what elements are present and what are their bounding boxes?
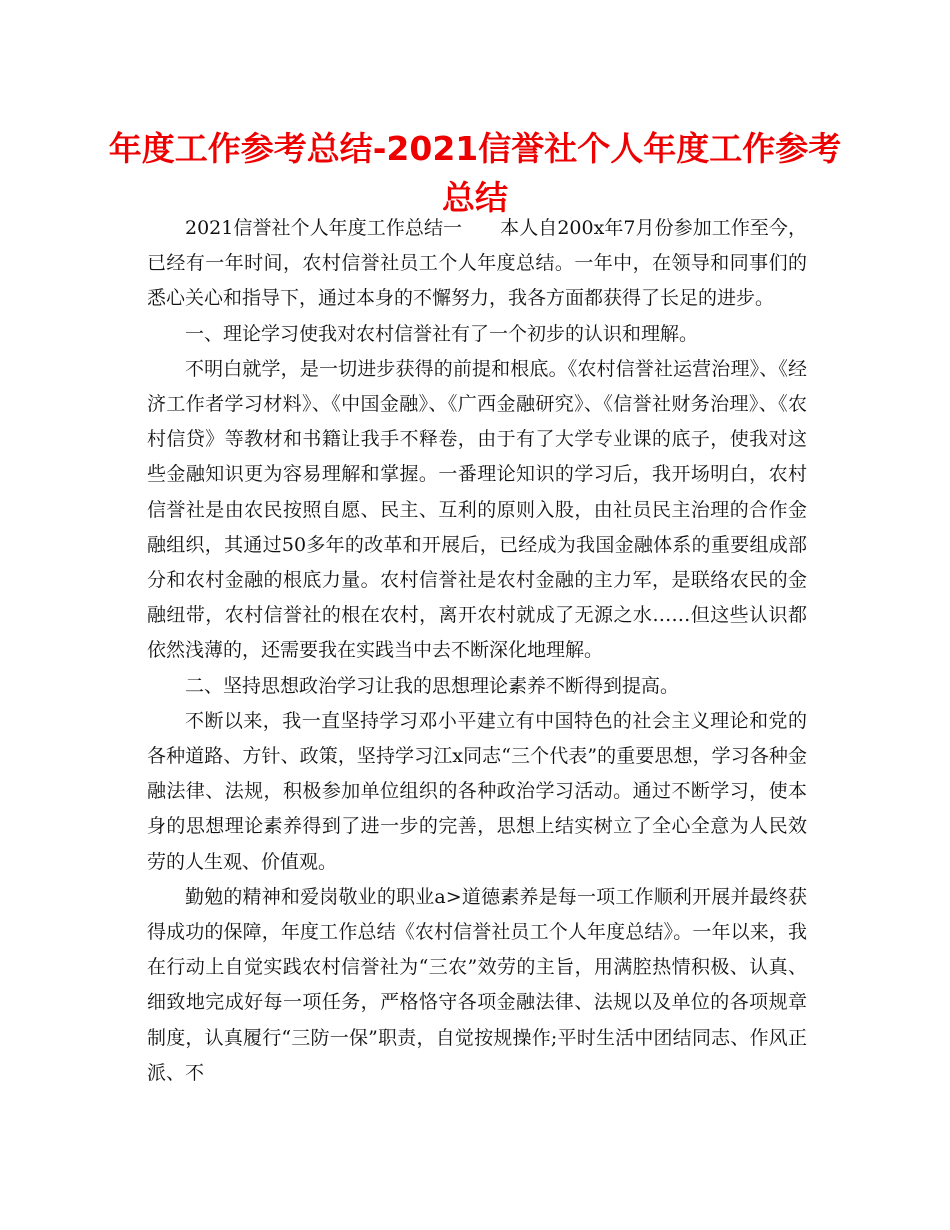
heading-section-1: 一、理论学习使我对农村信誉社有了一个初步的认识和理解。 (185, 322, 699, 345)
paragraph-intro: 2021信誉社个人年度工作总结一 本人自200x年7月份参加工作至今，已经有一年时间，农村信誉社员工个人年度总结。一年中，在领导和同事们的悉心关心和指导下，通过本身的不懈努力，我各方面都获得了长足的进步。 (147, 217, 807, 310)
document-body (147, 211, 807, 1091)
paragraph-section-2: 不断以来，我一直坚持学习邓小平建立有中国特色的社会主义理论和党的各种道路、方针、政策，坚持学习江x同志“三个代表”的重要思想，学习各种金融法律、法规，积极参加单位组织的各种政治学习活动。通过不断学习，使本身的思想理论素养得到了进一步的完善，思想上结实树立了全心全意为人民效劳的人生观、价值观。 (147, 709, 807, 873)
document-title: 年度工作参考总结-2021信誉社个人年度工作参考总结 (108, 129, 842, 217)
paragraph-section-1: 不明白就学，是一切进步获得的前提和根底。《农村信誉社运营治理》、《经济工作者学习材料》、《中国金融》、《广西金融研究》、《信誉社财务治理》、《农村信贷》等教材和书籍让我手不释卷，由于有了大学专业课的底子，使我对这些金融知识更为容易理解和掌握。一番理论知识的学习后，我开场明白，农村信誉社是由农民按照自愿、民主、互利的原则入股，由社员民主治理的合作金融组织，其通过50多年的改革和开展后，已经成为我国金融体系的重要组成部分和农村金融的根底力量。农村信誉社是农村金融的主力军，是联络农民的金融纽带，农村信誉社的根在农村，离开农村就成了无源之水……但这些认识都依然浅薄的，还需要我在实践当中去不断深化地理解。 (147, 357, 807, 662)
heading-section-2: 二、坚持思想政治学习让我的思想理论素养不断得到提高。 (185, 674, 680, 697)
paragraph-work-ethic: 勤勉的精神和爱岗敬业的职业a>道德素养是每一项工作顺利开展并最终获得成功的保障，年度工作总结《农村信誉社员工个人年度总结》。一年以来，我在行动上自觉实践农村信誉社为“三农”效劳的主旨，用满腔热情积极、认真、细致地完成好每一项任务，严格恪守各项金融法律、法规以及单位的各项规章制度，认真履行“三防一保”职责，自觉按规操作;平时生活中团结同志、作风正派、不 (147, 885, 807, 1084)
